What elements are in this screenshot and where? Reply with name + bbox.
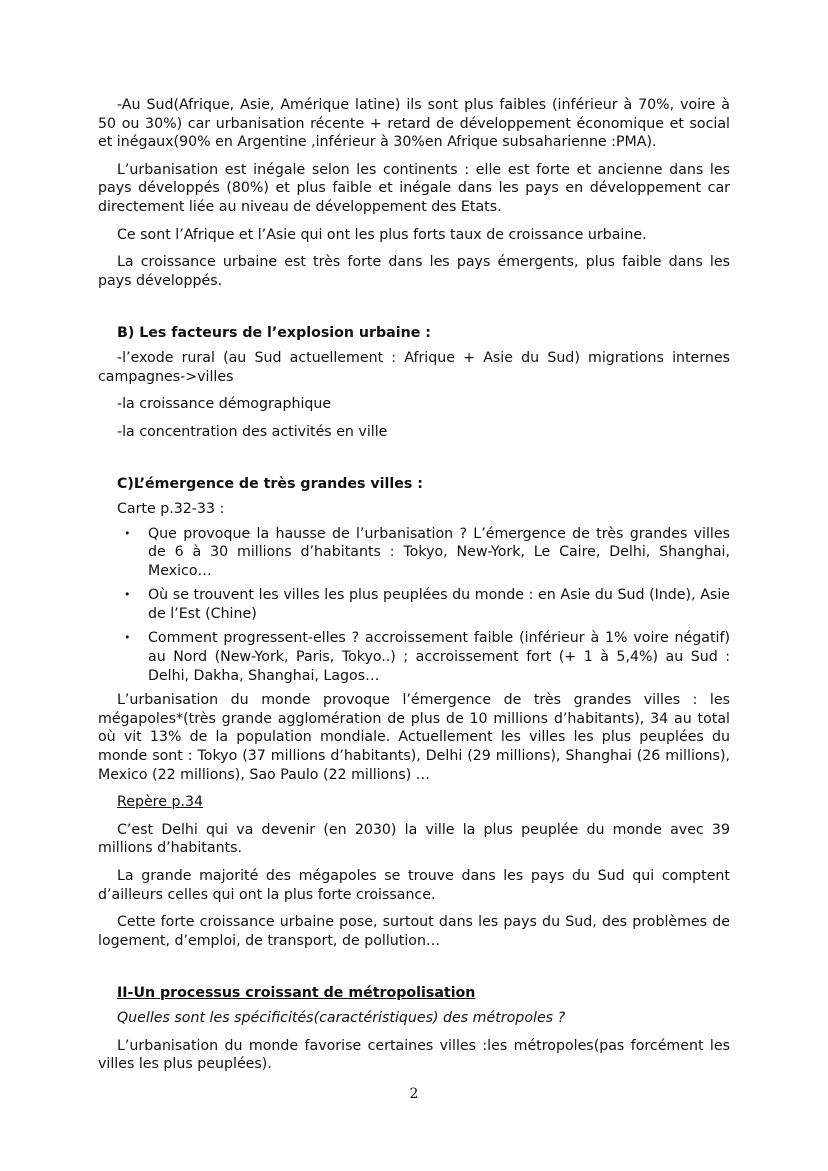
heading-grandes-villes: C)L’émergence de très grandes villes : — [117, 476, 423, 493]
document-page — [98, 96, 730, 1083]
carte-reference: Carte p.32-33 : — [117, 500, 225, 517]
factor-concentration-activites: -la concentration des activités en ville — [117, 423, 388, 440]
list-item — [98, 525, 730, 581]
paragraph-afrique-asie: Ce sont l’Afrique et l’Asie qui ont les plus forts taux de croissance urbaine. — [117, 226, 647, 243]
paragraph-sud: -Au Sud(Afrique, Asie, Amérique latine) ils sont plus faibles (inférieur à 70%, voire à 50 ou 30%) car urbanisation récente + retard de développement économique et social et inégaux(90% en Argentine ,inférieur à 30%en Afrique subsaharienne :PMA). — [98, 97, 730, 151]
page-number: 2 — [409, 1086, 419, 1102]
repere-line — [98, 793, 730, 812]
question-list — [98, 525, 730, 686]
list-item — [98, 629, 730, 685]
heading-facteurs: B) Les facteurs de l’explosion urbaine : — [117, 325, 431, 342]
list-item — [98, 586, 730, 623]
paragraph-emergents: La croissance urbaine est très forte dans les pays émergents, plus faible dans les pays développés. — [98, 254, 730, 289]
repere-reference: Repère p.34 — [117, 794, 204, 811]
paragraph-metropoles: L’urbanisation du monde favorise certaines villes :les métropoles(pas forcément les villes les plus peuplées). — [98, 1037, 730, 1073]
factor-croissance-demographique: -la croissance démographique — [117, 396, 332, 413]
question-metropoles: Quelles sont les spécificités(caractéristiques) des métropoles ? — [117, 1009, 566, 1026]
list-item-text: Que provoque la hausse de l’urbanisation ? L’émergence de très grandes villes de 6 à 30 millions d’habitants : Tokyo, New-York, Le Caire, Delhi, Shanghai, Mexico… — [148, 525, 730, 579]
paragraph-delhi-2030: C’est Delhi qui va devenir (en 2030) la ville la plus peuplée du monde avec 39 millions d’habitants. — [98, 821, 730, 857]
bullet-icon: • — [124, 588, 131, 602]
list-item-text: Comment progressent-elles ? accroissement faible (inférieur à 1% voire négatif) au Nord (New-York, Paris, Tokyo..) ; accroissement fort (+ 1 à 5,4%) au Sud : Delhi, Dakha, Shanghai, Lagos… — [148, 630, 730, 684]
heading-metropolisation: II-Un processus croissant de métropolisation — [117, 985, 476, 1002]
bullet-icon: • — [124, 631, 131, 645]
paragraph-pays-du-sud: La grande majorité des mégapoles se trouve dans les pays du Sud qui comptent d’ailleurs celles qui ont la plus forte croissance. — [98, 868, 730, 903]
list-item-text: Où se trouvent les villes les plus peuplées du monde : en Asie du Sud (Inde), Asie de l’Est (Chine) — [148, 587, 730, 622]
paragraph-megapoles: L’urbanisation du monde provoque l’émergence de très grandes villes : les mégapoles*(très grande agglomération de plus de 10 millions d’habitants), 34 au total où vit 13% de la population mondiale. Actuellement les villes les plus peuplées du monde sont : Tokyo (37 millions d’habitants), Delhi (29 millions), Shanghai (26 millions), Mexico (22 millions), Sao Paulo (22 millions) … — [98, 692, 730, 783]
paragraph-continents: L’urbanisation est inégale selon les continents : elle est forte et ancienne dans les pays développés (80%) et plus faible et inégale dans les pays en développement car directement liée au niveau de développement des Etats. — [98, 161, 730, 215]
factor-exode-rural: -l’exode rural (au Sud actuellement : Afrique + Asie du Sud) migrations internes campagnes->villes — [98, 349, 730, 385]
bullet-icon: • — [124, 526, 131, 540]
paragraph-problemes: Cette forte croissance urbaine pose, surtout dans les pays du Sud, des problèmes de logement, d’emploi, de transport, de pollution… — [98, 914, 730, 949]
